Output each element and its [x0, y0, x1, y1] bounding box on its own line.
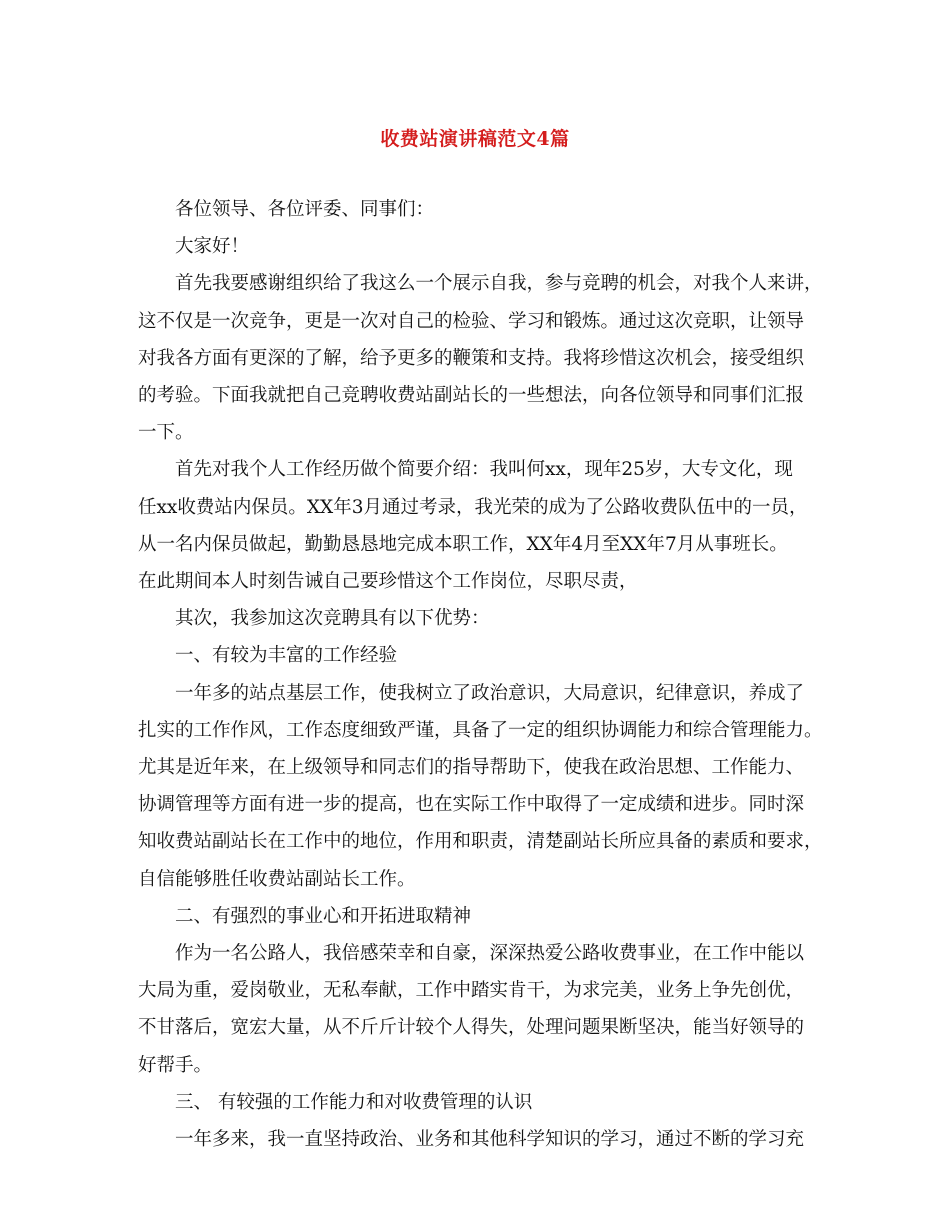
paragraph-line: 大家好！ [175, 236, 250, 258]
paragraph-line: 大局为重，爱岗敬业，无私奉献，工作中踏实肯干，为求完美，业务上争先创优， [138, 980, 805, 1002]
paragraph-line: 对我各方面有更深的了解，给予更多的鞭策和支持。我将珍惜这次机会，接受组织 [138, 347, 805, 369]
paragraph-line: 一年多的站点基层工作，使我树立了政治意识，大局意识，纪律意识，养成了 [175, 682, 805, 704]
paragraph-line: 作为一名公路人，我倍感荣幸和自豪，深深热爱公路收费事业，在工作中能以 [175, 943, 805, 965]
paragraph-line: 三、 有较强的工作能力和对收费管理的认识 [175, 1091, 533, 1113]
paragraph-line: 扎实的工作作风，工作态度细致严谨，具备了一定的组织协调能力和综合管理能力。 [138, 719, 823, 741]
paragraph [138, 1084, 838, 1121]
paragraph [138, 637, 838, 674]
paragraph [138, 191, 838, 228]
paragraph-line: 二、有强烈的事业心和开拓进取精神 [175, 905, 472, 927]
paragraph-line: 任xx收费站内保员。XX年3月通过考录，我光荣的成为了公路收费队伍中的一员， [138, 496, 808, 518]
paragraph-line: 好帮手。 [138, 1054, 213, 1076]
paragraph-line: 在此期间本人时刻告诫自己要珍惜这个工作岗位，尽职尽责， [138, 571, 638, 593]
paragraph [138, 228, 838, 265]
paragraph [138, 898, 838, 935]
paragraph [138, 600, 838, 637]
document-title: 收费站演讲稿范文4篇 [380, 128, 570, 150]
paragraph [138, 935, 838, 1084]
paragraph-line: 自信能够胜任收费站副站长工作。 [138, 868, 416, 890]
paragraph [138, 451, 838, 600]
paragraph-line: 一年多来，我一直坚持政治、业务和其他科学知识的学习，通过不断的学习充 [175, 1129, 805, 1151]
paragraph-line: 从一名内保员做起，勤勤恳恳地完成本职工作，XX年4月至XX年7月从事班长。 [138, 533, 788, 555]
paragraph-line: 这不仅是一次竞争，更是一次对自己的检验、学习和锻炼。通过这次竞职，让领导 [138, 310, 805, 332]
paragraph-line: 协调管理等方面有进一步的提高，也在实际工作中取得了一定成绩和进步。同时深 [138, 794, 805, 816]
paragraph-line: 一、有较为丰富的工作经验 [175, 645, 398, 667]
paragraph-line: 不甘落后，宽宏大量，从不斤斤计较个人得失，处理问题果断坚决，能当好领导的 [138, 1017, 805, 1039]
paragraph-line: 其次，我参加这次竞聘具有以下优势： [175, 608, 490, 630]
paragraph [138, 675, 838, 898]
paragraph-line: 首先我要感谢组织给了我这么一个展示自我，参与竞聘的机会，对我个人来讲， [175, 273, 823, 295]
paragraph-line: 首先对我个人工作经历做个简要介绍：我叫何xx，现年25岁，大专文化，现 [175, 459, 793, 481]
paragraph-line: 知收费站副站长在工作中的地位，作用和职责，清楚副站长所应具备的素质和要求， [138, 831, 823, 853]
paragraph-line: 尤其是近年来，在上级领导和同志们的指导帮助下，使我在政治思想、工作能力、 [138, 757, 805, 779]
paragraph-line: 一下。 [138, 422, 194, 444]
paragraph [138, 1121, 838, 1158]
paragraph-line: 的考验。下面我就把自己竞聘收费站副站长的一些想法，向各位领导和同事们汇报 [138, 385, 805, 407]
document-body [138, 191, 838, 1158]
paragraph-line: 各位领导、各位评委、同事们： [175, 199, 435, 220]
paragraph [138, 265, 838, 451]
